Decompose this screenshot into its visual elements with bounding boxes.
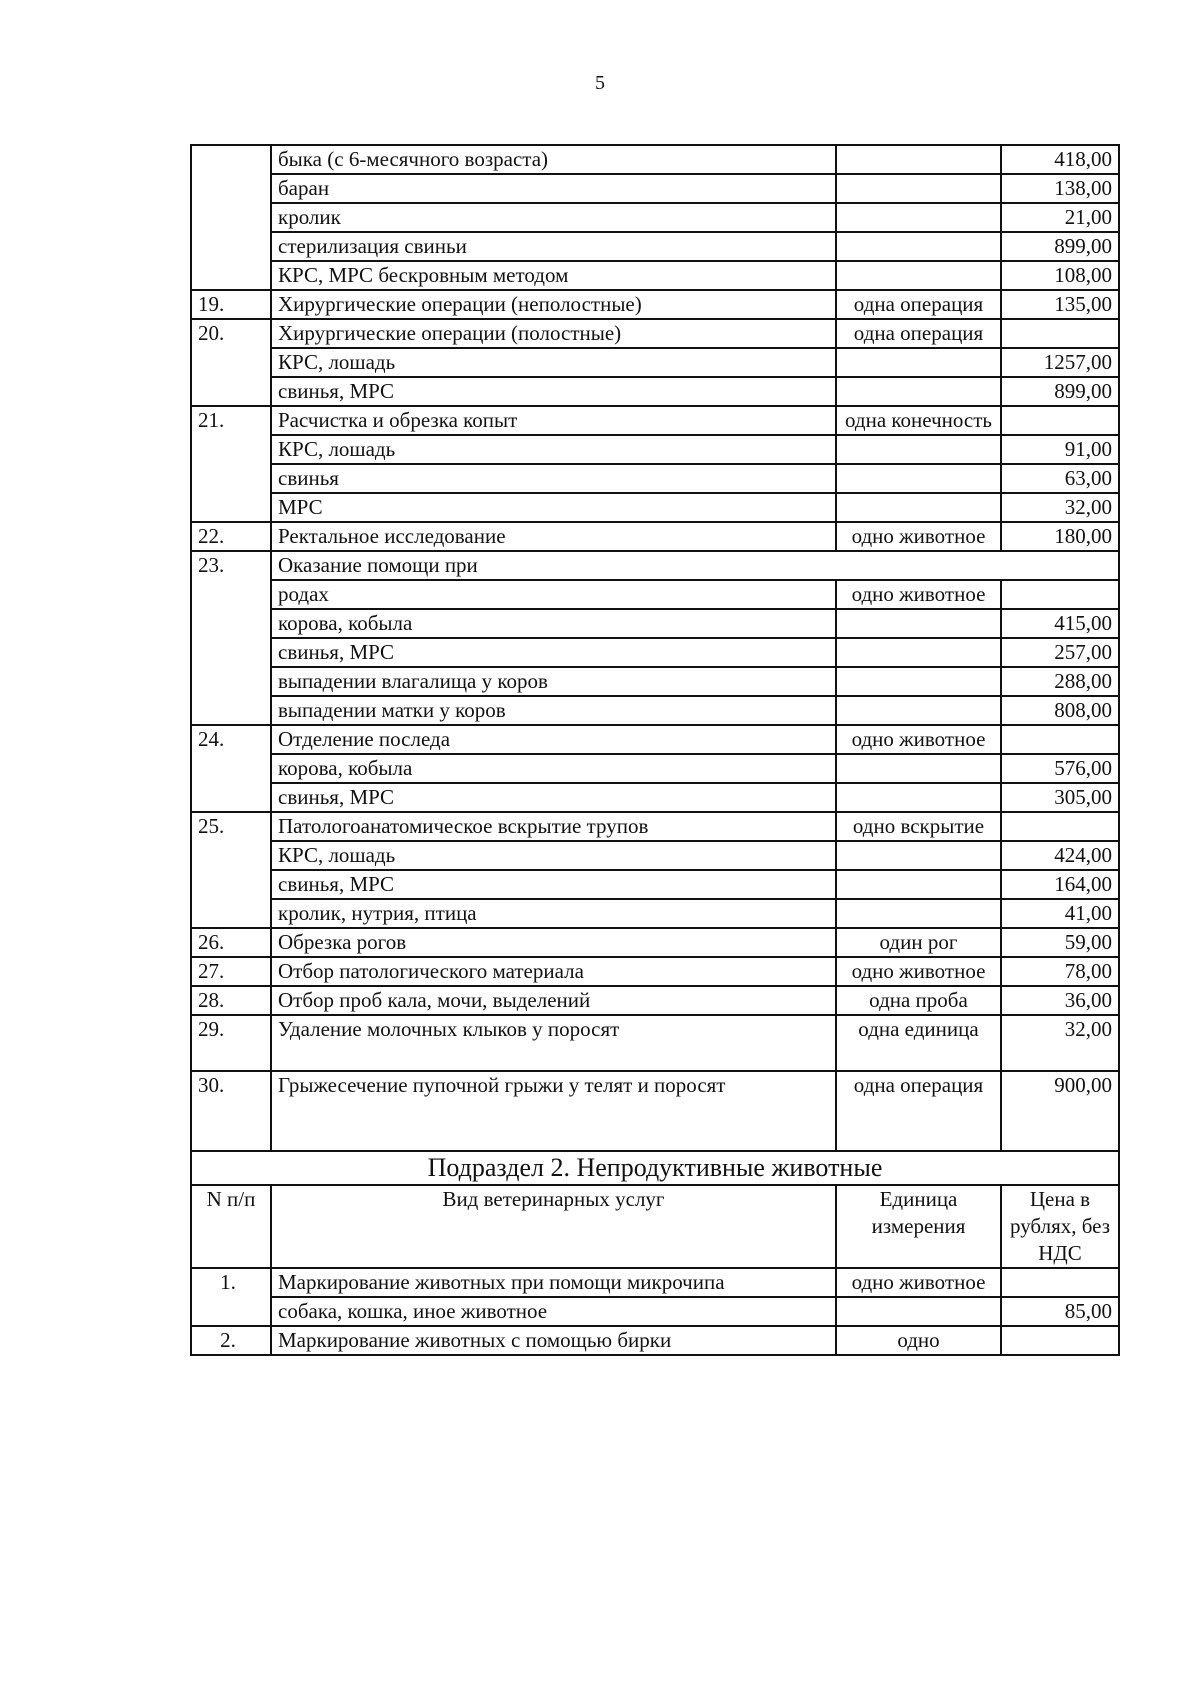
num-cell: 24. [191,725,271,812]
service-name: Отбор проб кала, мочи, выделений [271,986,836,1015]
table-row [191,928,1119,957]
price-cell [1001,580,1119,609]
service-name: Патологоанатомическое вскрытие трупов [271,812,836,841]
price-cell: 415,00 [1001,609,1119,638]
service-name: свинья, МРС [271,783,836,812]
unit-cell: одна проба [836,986,1001,1015]
num-cell: 26. [191,928,271,957]
table-header-row [191,1185,1119,1268]
price-cell: 91,00 [1001,435,1119,464]
table-row [191,609,1119,638]
table-row [191,493,1119,522]
unit-cell [836,464,1001,493]
price-table [190,144,1120,1356]
service-name: свинья, МРС [271,870,836,899]
service-name: Расчистка и обрезка копыт [271,406,836,435]
service-name: быка (с 6-месячного возраста) [271,145,836,174]
table-row [191,754,1119,783]
table-row [191,1297,1119,1326]
service-name: Хирургические операции (неполостные) [271,290,836,319]
page-number: 5 [595,72,605,94]
num-cell: 21. [191,406,271,522]
unit-cell [836,1297,1001,1326]
unit-cell [836,841,1001,870]
num-cell: 2. [191,1326,271,1355]
price-cell: 135,00 [1001,290,1119,319]
price-cell: 808,00 [1001,696,1119,725]
table-row [191,580,1119,609]
table-row [191,319,1119,348]
table-row [191,145,1119,174]
price-cell: 36,00 [1001,986,1119,1015]
price-cell: 305,00 [1001,783,1119,812]
table-row [191,696,1119,725]
service-name: КРС, лошадь [271,841,836,870]
num-cell [191,145,271,290]
price-cell: 164,00 [1001,870,1119,899]
num-cell: 25. [191,812,271,928]
price-cell: 418,00 [1001,145,1119,174]
service-name: баран [271,174,836,203]
unit-cell [836,377,1001,406]
unit-cell: одно вскрытие [836,812,1001,841]
price-cell: 899,00 [1001,232,1119,261]
table-row [191,464,1119,493]
unit-cell: одно [836,1326,1001,1355]
header-price: Цена в рублях, без НДС [1001,1185,1119,1268]
service-name: Грыжесечение пупочной грыжи у телят и поросят [271,1071,836,1151]
service-name: свинья, МРС [271,638,836,667]
service-name: МРС [271,493,836,522]
unit-cell [836,667,1001,696]
table-row [191,435,1119,464]
service-name: родах [271,580,836,609]
service-name: Маркирование животных с помощью бирки [271,1326,836,1355]
price-cell: 899,00 [1001,377,1119,406]
unit-cell: одна конечность [836,406,1001,435]
price-cell [1001,812,1119,841]
unit-cell [836,145,1001,174]
section-title: Подраздел 2. Непродуктивные животные [191,1151,1119,1185]
price-cell: 257,00 [1001,638,1119,667]
unit-cell: одно животное [836,957,1001,986]
price-cell: 85,00 [1001,1297,1119,1326]
price-cell [1001,406,1119,435]
service-name: корова, кобыла [271,609,836,638]
price-cell [1001,1326,1119,1355]
service-name: КРС, лошадь [271,435,836,464]
table-row [191,377,1119,406]
price-cell: 180,00 [1001,522,1119,551]
service-name: Отделение последа [271,725,836,754]
service-name: Обрезка рогов [271,928,836,957]
num-cell: 27. [191,957,271,986]
unit-cell [836,232,1001,261]
table-row [191,551,1119,580]
service-name: свинья, МРС [271,377,836,406]
unit-cell [836,754,1001,783]
table-row [191,1326,1119,1355]
service-name: выпадении влагалища у коров [271,667,836,696]
service-name: свинья [271,464,836,493]
price-cell: 59,00 [1001,928,1119,957]
unit-cell: одно животное [836,1268,1001,1297]
table-row [191,232,1119,261]
service-name: КРС, лошадь [271,348,836,377]
price-cell: 21,00 [1001,203,1119,232]
service-name: выпадении матки у коров [271,696,836,725]
table-row [191,899,1119,928]
num-cell: 30. [191,1071,271,1151]
num-cell: 19. [191,290,271,319]
service-name: корова, кобыла [271,754,836,783]
price-cell: 1257,00 [1001,348,1119,377]
unit-cell: одно животное [836,580,1001,609]
table-row [191,1268,1119,1297]
service-name: Оказание помощи при [271,551,1119,580]
unit-cell [836,783,1001,812]
service-name: Ректальное исследование [271,522,836,551]
header-service: Вид ветеринарных услуг [271,1185,836,1268]
service-name: стерилизация свиньи [271,232,836,261]
price-cell: 32,00 [1001,493,1119,522]
price-cell: 78,00 [1001,957,1119,986]
service-name: Хирургические операции (полостные) [271,319,836,348]
service-name: Маркирование животных при помощи микрочипа [271,1268,836,1297]
table-row [191,174,1119,203]
price-cell: 63,00 [1001,464,1119,493]
service-name: Отбор патологического материала [271,957,836,986]
num-cell: 29. [191,1015,271,1071]
unit-cell [836,203,1001,232]
unit-cell [836,870,1001,899]
price-cell: 41,00 [1001,899,1119,928]
unit-cell: одна операция [836,1071,1001,1151]
service-name: собака, кошка, иное животное [271,1297,836,1326]
price-cell [1001,319,1119,348]
table-row [191,957,1119,986]
unit-cell: одна операция [836,290,1001,319]
num-cell: 23. [191,551,271,725]
unit-cell [836,174,1001,203]
unit-cell [836,493,1001,522]
unit-cell: одно животное [836,522,1001,551]
table-row [191,203,1119,232]
table-row [191,1015,1119,1071]
table-row [191,1151,1119,1185]
price-cell: 900,00 [1001,1071,1119,1151]
table-row [191,812,1119,841]
num-cell: 1. [191,1268,271,1326]
unit-cell: одно животное [836,725,1001,754]
num-cell: 22. [191,522,271,551]
unit-cell [836,609,1001,638]
unit-cell: одна операция [836,319,1001,348]
num-cell: 20. [191,319,271,406]
price-cell: 424,00 [1001,841,1119,870]
price-cell: 32,00 [1001,1015,1119,1071]
price-cell: 108,00 [1001,261,1119,290]
table-row [191,783,1119,812]
price-cell: 138,00 [1001,174,1119,203]
service-name: кролик [271,203,836,232]
table-row [191,638,1119,667]
service-name: Удаление молочных клыков у поросят [271,1015,836,1071]
unit-cell [836,899,1001,928]
unit-cell [836,696,1001,725]
table-row [191,522,1119,551]
table-row [191,986,1119,1015]
table-row [191,290,1119,319]
table-row [191,667,1119,696]
price-cell [1001,725,1119,754]
table-row [191,261,1119,290]
unit-cell: один рог [836,928,1001,957]
header-num: N п/п [191,1185,271,1268]
unit-cell [836,435,1001,464]
price-cell: 288,00 [1001,667,1119,696]
num-cell: 28. [191,986,271,1015]
unit-cell [836,261,1001,290]
unit-cell [836,638,1001,667]
table-row [191,725,1119,754]
unit-cell [836,348,1001,377]
service-name: КРС, МРС бескровным методом [271,261,836,290]
table-row [191,348,1119,377]
service-name: кролик, нутрия, птица [271,899,836,928]
header-unit: Единица измерения [836,1185,1001,1268]
table-row [191,406,1119,435]
unit-cell: одна единица [836,1015,1001,1071]
table-row [191,841,1119,870]
table-row [191,870,1119,899]
table-row [191,1071,1119,1151]
price-cell [1001,1268,1119,1297]
price-cell: 576,00 [1001,754,1119,783]
